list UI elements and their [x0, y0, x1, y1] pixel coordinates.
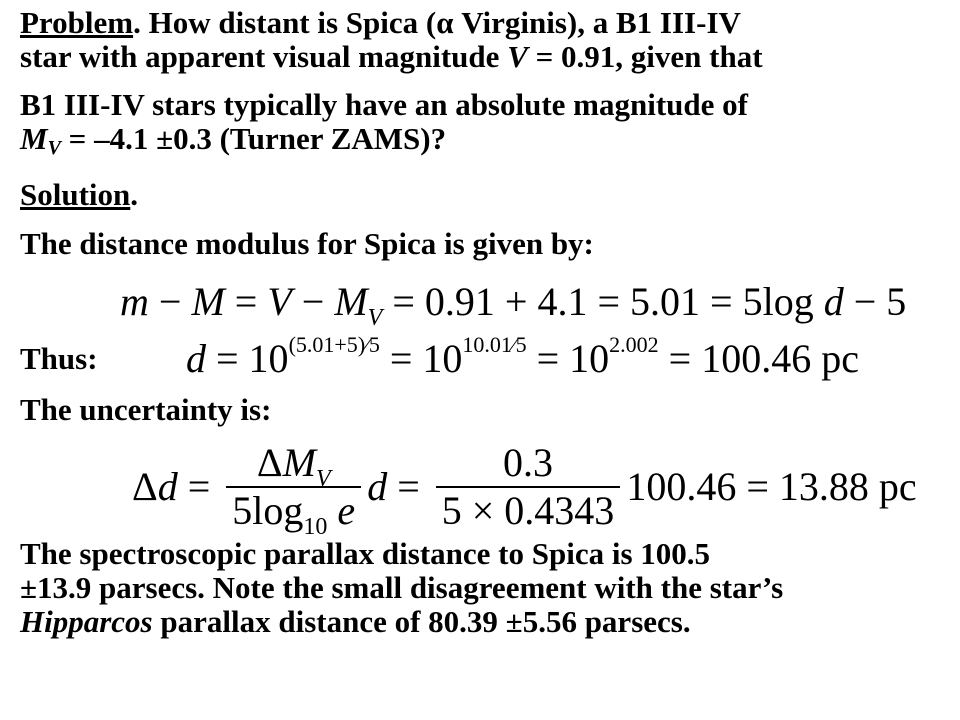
eq2-exp1-den: 5 — [368, 332, 380, 357]
eq3-fraction-2 — [436, 440, 621, 534]
eq3-d2: d — [367, 464, 388, 509]
eq3-frac1-M: M — [282, 440, 316, 485]
problem-text-3: B1 III-IV stars typically have an absolute magnitude of — [20, 87, 749, 122]
eq1-m: m — [120, 279, 149, 324]
eq1-equals: = — [224, 279, 268, 324]
problem-text-2-post: = 0.91, given that — [527, 39, 763, 74]
eq1-V: V — [267, 279, 292, 324]
eq2-exponent-1 — [289, 334, 380, 356]
thus-text: Thus: — [20, 341, 98, 376]
problem-line-1 — [20, 6, 945, 40]
problem-line-3 — [20, 88, 945, 122]
eq1-d: d — [823, 279, 844, 324]
uncertainty-label — [20, 393, 945, 427]
conclusion-line-1 — [20, 537, 945, 571]
eq3-frac2-num: 0.3 — [503, 440, 554, 485]
eq1-minus-2: − — [291, 279, 335, 324]
eq2-exp1-close: ) — [357, 332, 366, 357]
equation-distance-modulus — [120, 279, 907, 331]
eq2-ten-1: = 10 — [206, 336, 289, 381]
eq2-d: d — [186, 336, 206, 381]
solution-header — [20, 178, 945, 212]
eq1-M: M — [191, 279, 225, 324]
solution-intro — [20, 227, 945, 261]
eq3-frac2-den: 5 × 0.4343 — [441, 488, 615, 533]
equation-distance — [186, 334, 859, 381]
problem-label: Problem — [20, 5, 134, 40]
eq2-exp1-open: ( — [288, 332, 296, 357]
solution-period: . — [130, 177, 139, 212]
eq2-exponent-2 — [462, 334, 526, 356]
conclusion-text-2: ±13.9 parsecs. Note the small disagreement with the star’s — [20, 570, 784, 605]
eq3-frac1-num — [251, 440, 337, 492]
problem-line-4 — [20, 121, 945, 159]
problem-var-m: M — [20, 121, 48, 156]
eq3-equals-2: = — [387, 464, 430, 509]
eq2-exp1-num: 5.01+5 — [295, 332, 358, 357]
eq1-Mv-sub: V — [367, 305, 383, 331]
eq3-result: 100.46 = 13.88 pc — [626, 464, 917, 509]
problem-var-m-sub: V — [47, 137, 61, 159]
eq2-result: = 100.46 pc — [658, 336, 859, 381]
solution-label: Solution — [20, 177, 131, 212]
eq2-exponent-3: 2.002 — [609, 332, 659, 357]
eq2-exp2-num: 10.01 — [462, 332, 512, 357]
conclusion-text-1: The spectroscopic parallax distance to Spica is 100.5 — [20, 536, 711, 571]
eq3-frac1-delta: Δ — [256, 440, 283, 485]
problem-text-4-post: = –4.1 ±0.3 (Turner ZAMS)? — [60, 121, 447, 156]
eq3-frac1-log-base: 10 — [303, 514, 328, 540]
conclusion-hipparcos: Hipparcos — [20, 604, 153, 639]
solution-intro-text: The distance modulus for Spica is given by: — [20, 226, 594, 261]
problem-text-1: . How distant is Spica (α Virginis), a B1 III-IV — [133, 5, 741, 40]
eq3-delta: Δ — [132, 464, 158, 509]
eq3-frac1-e: e — [337, 488, 356, 533]
problem-text-2-pre: star with apparent visual magnitude — [20, 39, 508, 74]
eq1-Mv: M — [334, 279, 368, 324]
eq3-equals: = — [177, 464, 221, 509]
eq2-ten-3: = 10 — [526, 336, 610, 381]
eq3-frac1-log: 5log — [232, 488, 304, 533]
conclusion-line-2 — [20, 571, 945, 605]
eq3-frac1-M-sub: V — [315, 466, 331, 492]
eq3-d: d — [157, 464, 178, 509]
eq2-exp1-slash: ⁄ — [365, 332, 369, 357]
eq3-fraction-1 — [226, 440, 361, 540]
eq3-frac1-den — [226, 488, 361, 540]
eq1-rest: = 0.91 + 4.1 = 5.01 = 5log — [382, 279, 824, 324]
conclusion-line-3 — [20, 605, 945, 639]
problem-var-v: V — [507, 39, 528, 74]
conclusion-text-3: parallax distance of 80.39 ±5.56 parsecs. — [152, 604, 691, 639]
equation-uncertainty — [132, 440, 917, 540]
eq2-exp2-den: 5 — [515, 332, 527, 357]
problem-line-2 — [20, 40, 945, 74]
eq1-tail: − 5 — [843, 279, 907, 324]
uncertainty-text: The uncertainty is: — [20, 392, 272, 427]
eq2-exp2-slash: ⁄ — [511, 332, 516, 357]
eq1-minus-1: − — [148, 279, 192, 324]
eq2-ten-2: = 10 — [379, 336, 463, 381]
